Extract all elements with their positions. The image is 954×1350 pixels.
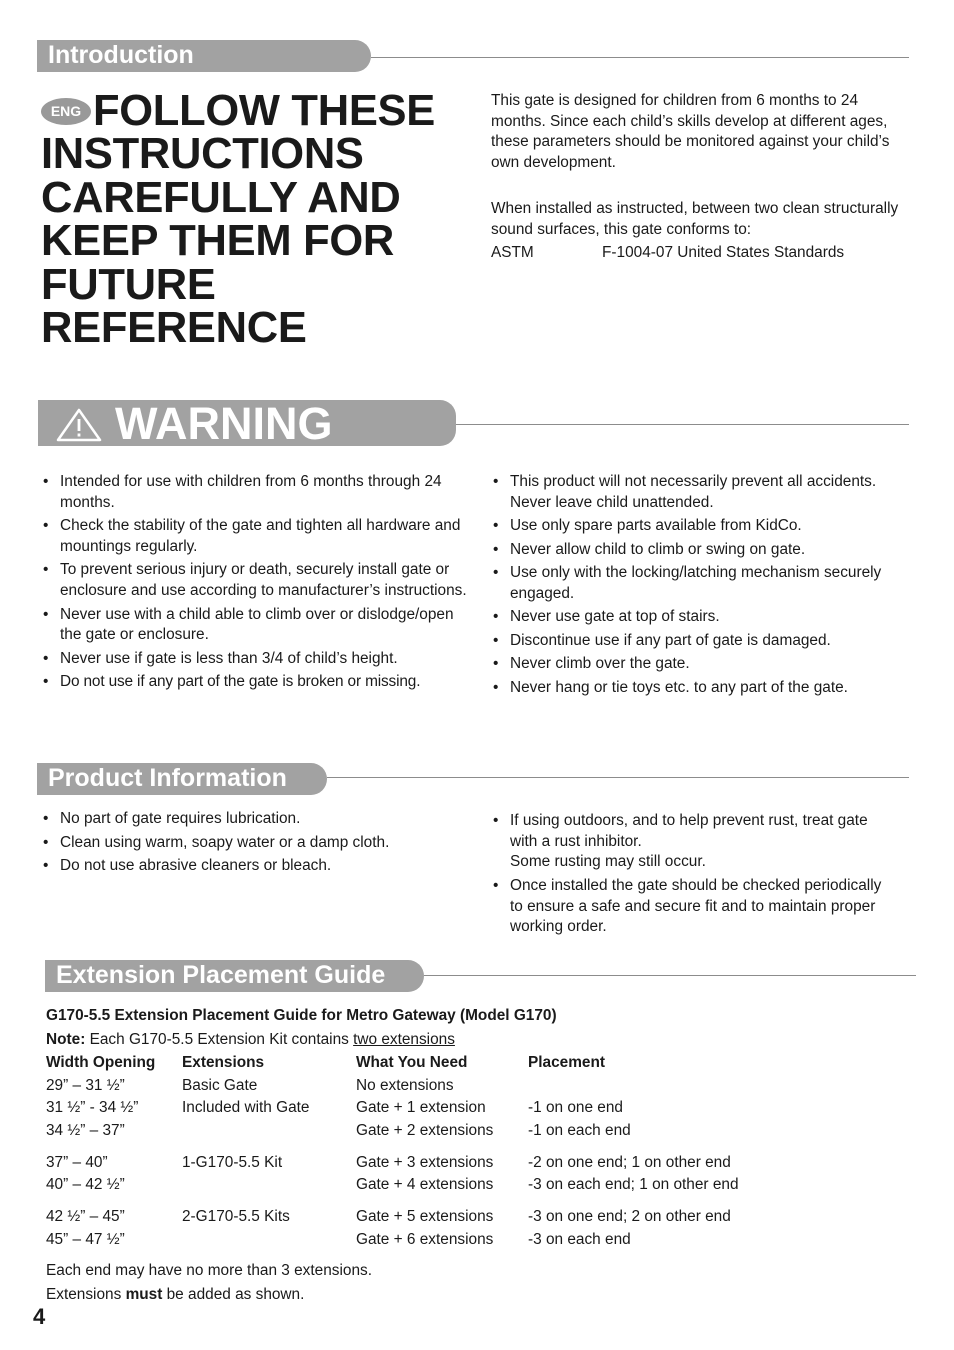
list-item: • Never hang or tie toys etc. to any part of the gate. [491,678,911,699]
warning-banner [38,398,456,449]
table-cell: -3 on each end; 1 on other end [528,1176,739,1194]
table-cell: -2 on one end; 1 on other end [528,1153,731,1171]
table-cell: 34 ½” – 37” [46,1121,125,1139]
table-header-cell: Placement [528,1054,605,1071]
table-row [46,1075,806,1098]
table-cell: 40” – 42 ½” [46,1176,125,1194]
product-information-tab [37,763,327,795]
table-cell: -1 on one end [528,1099,623,1117]
table-cell: 2-G170-5.5 Kits [182,1208,290,1226]
introduction-tab [37,40,371,72]
standard-code: ASTM [491,244,534,261]
language-badge: ENG [41,98,91,125]
introduction-tab-label: Introduction [48,41,194,69]
table-cell: 42 ½” – 45” [46,1208,125,1226]
table-row [46,1152,806,1175]
page-title [41,87,471,353]
warning-triangle-icon [56,408,102,442]
guide-heading: G170-5.5 Extension Placement Guide for Metro Gateway (Model G170) [46,1007,557,1024]
list-item: • Do not use if any part of the gate is broken or missing. [41,672,471,693]
extension-guide-tab-label: Extension Placement Guide [56,961,386,989]
product-info-list-right [491,811,891,941]
table-row [46,1229,806,1252]
footer-text-part: be added as shown. [162,1286,305,1303]
footer-line-max-extensions: Each end may have no more than 3 extensions. [46,1262,372,1279]
table-header-row [46,1052,806,1075]
warning-list-left [41,472,471,696]
table-cell: Gate + 2 extensions [356,1121,494,1139]
page-number: 4 [33,1304,46,1329]
extension-guide-rule [424,975,916,976]
intro-paragraph-age-range: This gate is designed for children from 6 months to 24 months. Since each child’s skills develop at different ages, these parameters should be monitored against your child’s own development. [491,92,890,171]
standard-name: F-1004-07 United States Standards [602,244,845,261]
footer-text-part: Extensions [46,1286,126,1303]
standard-line [491,243,916,264]
list-item: • Use only with the locking/latching mechanism securely engaged. [491,563,911,604]
page-title-text: FOLLOW THESE INSTRUCTIONS CAREFULLY AND KEEP THEM FOR FUTURE REFERENCE [41,87,435,353]
warning-list-right [491,472,911,701]
product-info-list-left [41,809,471,880]
note-underlined: two extensions [353,1031,455,1048]
table-cell: -3 on each end [528,1230,631,1248]
table-cell: 29” – 31 ½” [46,1076,125,1094]
note-label: Note: [46,1031,86,1048]
list-item: • Check the stability of the gate and tighten all hardware and mountings regularly. [41,516,471,557]
table-row [46,1097,806,1120]
table-cell: Gate + 5 extensions [356,1208,494,1226]
intro-paragraph-installation: When installed as instructed, between two clean structurally sound surfaces, this gate conforms to: [491,200,899,238]
list-item [491,811,891,873]
list-item: • To prevent serious injury or death, securely install gate or enclosure and use according to manufacturer’s instructions. [41,560,471,601]
table-cell: Gate + 6 extensions [356,1230,494,1248]
list-item: • Do not use abrasive cleaners or bleach. [41,856,471,877]
table-cell: No extensions [356,1076,454,1094]
list-item: • Never use gate at top of stairs. [491,607,911,628]
list-item: • Never use if gate is less than 3/4 of child’s height. [41,649,471,670]
table-header-cell: What You Need [356,1054,468,1071]
list-item-text: Some rusting may still occur. [510,853,706,871]
list-item: • Clean using warm, soapy water or a damp cloth. [41,833,471,854]
list-item: • Never climb over the gate. [491,654,911,675]
extension-table [46,1052,806,1252]
table-cell: Gate + 3 extensions [356,1153,494,1171]
list-item: • Never use with a child able to climb over or dislodge/open the gate or enclosure. [41,605,471,646]
product-information-tab-label: Product Information [48,764,287,792]
introduction-rule [371,57,909,58]
table-row [46,1174,806,1197]
table-cell: Basic Gate [182,1076,258,1094]
table-cell: Included with Gate [182,1099,310,1117]
table-cell: 45” – 47 ½” [46,1230,125,1248]
footer-text-emphasis: must [125,1286,163,1303]
guide-note [46,1030,455,1050]
table-cell: -3 on one end; 2 on other end [528,1208,731,1226]
list-item: • Never allow child to climb or swing on gate. [491,540,911,561]
note-text: Each G170-5.5 Extension Kit contains [85,1031,354,1048]
table-cell: 1-G170-5.5 Kit [182,1153,283,1171]
table-cell: Gate + 1 extension [356,1099,486,1117]
table-header-cell: Width Opening [46,1054,156,1071]
list-item: • Intended for use with children from 6 months through 24 months. [41,472,471,513]
extension-guide-tab [45,960,424,992]
product-information-rule [327,777,909,778]
footer-line-must-add [46,1285,304,1305]
table-cell: 31 ½” - 34 ½” [46,1099,139,1117]
list-item: • This product will not necessarily prevent all accidents. Never leave child unattended. [491,472,911,513]
table-row [46,1120,806,1143]
table-cell: -1 on each end [528,1121,631,1139]
list-item: • No part of gate requires lubrication. [41,809,471,830]
warning-label: WARNING [115,398,333,449]
warning-rule [456,424,909,425]
table-header-cell: Extensions [182,1054,265,1071]
table-cell: 37” – 40” [46,1153,108,1171]
list-item: • Discontinue use if any part of gate is damaged. [491,631,911,652]
list-item: • Use only spare parts available from KidCo. [491,516,911,537]
list-item-text: If using outdoors, and to help prevent rust, treat gate with a rust inhibitor. [510,812,868,850]
table-row [46,1206,806,1229]
table-cell: Gate + 4 extensions [356,1176,494,1194]
list-item: • Once installed the gate should be checked periodically to ensure a safe and secure fit and to maintain proper working order. [491,876,891,938]
